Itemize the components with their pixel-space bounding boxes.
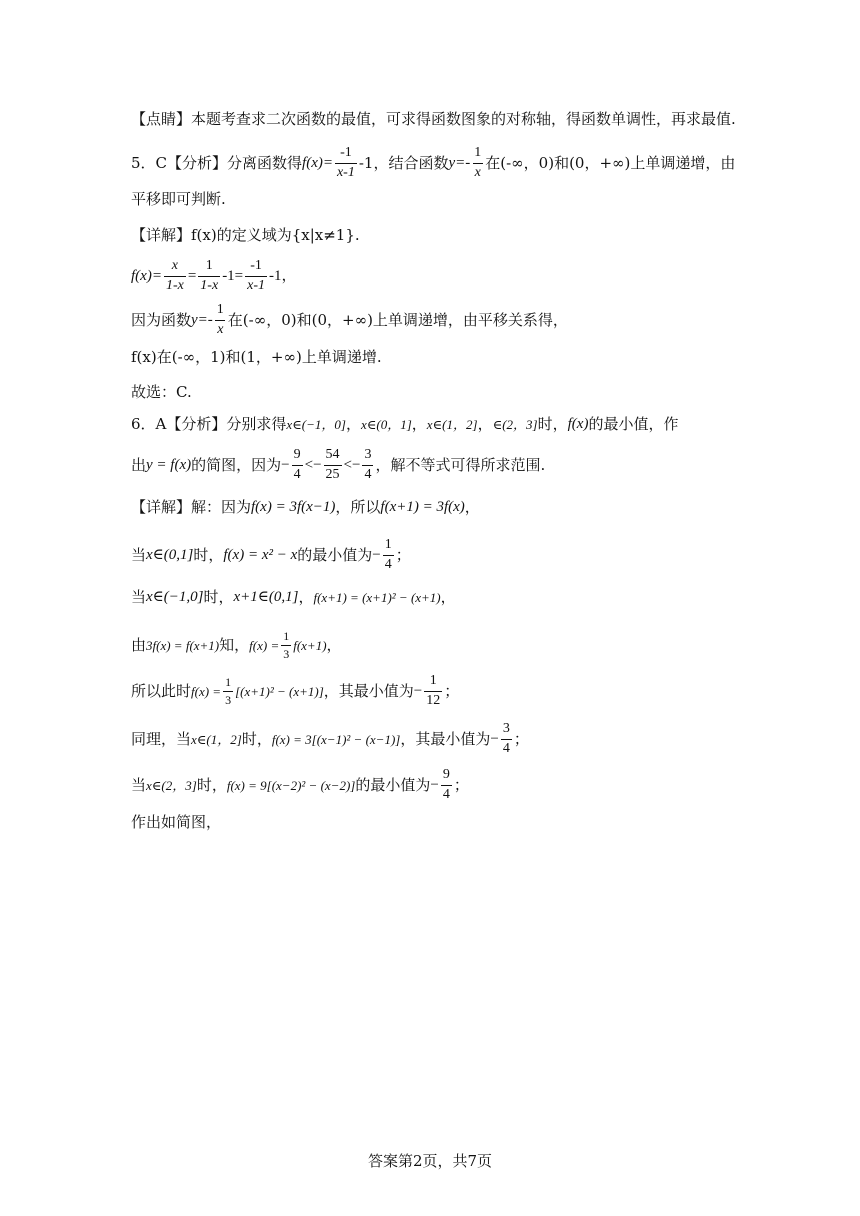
page-number: 答案第2页，共7页 bbox=[367, 1152, 493, 1170]
q6-detail-line: 【详解】解：因为 f(x) = 3f(x−1) ，所以 f(x+1) = 3f(x) ， bbox=[131, 498, 480, 516]
fraction: $\frac{1}{3}$ bbox=[283, 629, 290, 661]
comment-line bbox=[131, 112, 736, 127]
text: 因为函数 bbox=[131, 310, 192, 329]
q6-case-3-line: 同理，当 x∈(1，2] 时， f(x) = 3[(x−1)² − (x−1)] ，其最小值为 − $\frac{3}{4}$ ； bbox=[131, 721, 529, 756]
q5-result-line bbox=[131, 350, 382, 365]
q6-sketch-line: 作出如简图， bbox=[131, 813, 222, 831]
q5-text-b: -1，结合函数 bbox=[358, 153, 449, 172]
q6-analysis-line-2: 出 y = f(x) 的简图，因为 − $\frac{9}{4}$ < − $\frac{54}{25}$ < − $\frac{3}{4}$ ，解不等式可得所求范围. bbox=[131, 447, 546, 482]
q5-analysis-line bbox=[131, 146, 735, 180]
q6-case-2-line: 当 x∈(−1,0] 时， x+1∈(0,1] ， f(x+1) = (x+1)² − (x+1) ， bbox=[131, 588, 456, 606]
fx-label: f(x)= bbox=[302, 154, 333, 171]
q6-case-1-line: 当 x∈(0,1] 时， f(x) = x² − x 的最小值为 − $\frac{1}{4}$ ； bbox=[131, 537, 411, 572]
fraction: $\frac{3}{4}$ bbox=[364, 447, 372, 482]
q6-case-4-line: 当 x∈(2，3] 时， f(x) = 9[(x−2)² − (x−2)] 的最小值为 − $\frac{9}{4}$ ； bbox=[131, 767, 469, 802]
fraction: $\frac{1}{1-x}$ bbox=[200, 258, 219, 293]
page-footer bbox=[0, 1150, 860, 1171]
q5-analysis-line-2 bbox=[131, 192, 226, 207]
text: 故选：C. bbox=[131, 383, 192, 401]
q6-relation-line: 由 3f(x) = f(x+1) 知， f(x) = $\frac{1}{3}$ f(x+1) ， bbox=[131, 629, 342, 661]
q5-text-c: 在(-∞，0)和(0，+∞)上单调递增，由 bbox=[485, 153, 736, 172]
text: 【详解】f(x)的定义域为{x|x≠1}. bbox=[131, 226, 360, 244]
fraction: $\frac{1}{3}$ bbox=[225, 675, 232, 707]
minus-one-equals: -1= bbox=[222, 267, 244, 284]
equals: = bbox=[187, 267, 197, 284]
text: 平移即可判断. bbox=[131, 190, 226, 208]
fraction: $\frac{9}{4}$ bbox=[293, 447, 301, 482]
fx-label: f(x)= bbox=[131, 267, 162, 284]
fraction: $\frac{9}{4}$ bbox=[442, 767, 450, 802]
fraction: $\frac{1}{x}$ bbox=[474, 145, 482, 180]
y-label: y=- bbox=[191, 311, 213, 328]
q6-min-line: 所以此时 f(x) = $\frac{1}{3}$ [(x+1)² − (x+1)] ，其最小值为 − $\frac{1}{12}$ ； bbox=[131, 673, 460, 708]
fraction: $\frac{1}{12}$ bbox=[426, 673, 441, 708]
q5-label: 5．C【分析】分离函数得 bbox=[131, 153, 303, 172]
q5-formula-line bbox=[131, 259, 297, 293]
text: 在(-∞，0)和(0，+∞)上单调递增，由平移关系得， bbox=[227, 310, 568, 329]
fraction: $\frac{54}{25}$ bbox=[325, 447, 340, 482]
y-label: y=- bbox=[448, 154, 471, 171]
q5-detail-line bbox=[131, 228, 360, 243]
q6-analysis-line: 6．A【分析】分别求得 x∈(−1，0] ， x∈(0，1] ， x∈(1，2] ， ∈(2，3] 时， f(x) 的最小值，作 bbox=[131, 415, 679, 433]
fraction: $\frac{-1}{x-1}$ bbox=[336, 145, 355, 180]
comment-text: 【点睛】本题考查求二次函数的最值，可求得函数图象的对称轴，得函数单调性，再求最值. bbox=[131, 110, 736, 128]
fraction: $\frac{-1}{x-1}$ bbox=[247, 258, 266, 293]
tail: -1， bbox=[269, 267, 297, 284]
fraction: $\frac{3}{4}$ bbox=[502, 721, 510, 756]
fraction: $\frac{1}{x}$ bbox=[216, 302, 224, 337]
fraction: $\frac{1}{4}$ bbox=[384, 537, 392, 572]
q5-answer-line bbox=[131, 385, 192, 400]
q5-because-line bbox=[131, 303, 568, 337]
q6-label: 6．A【分析】分别求得 bbox=[131, 415, 287, 433]
text: f(x)在(-∞，1)和(1，+∞)上单调递增. bbox=[131, 348, 382, 366]
fraction: $\frac{x}{1-x}$ bbox=[165, 258, 184, 293]
